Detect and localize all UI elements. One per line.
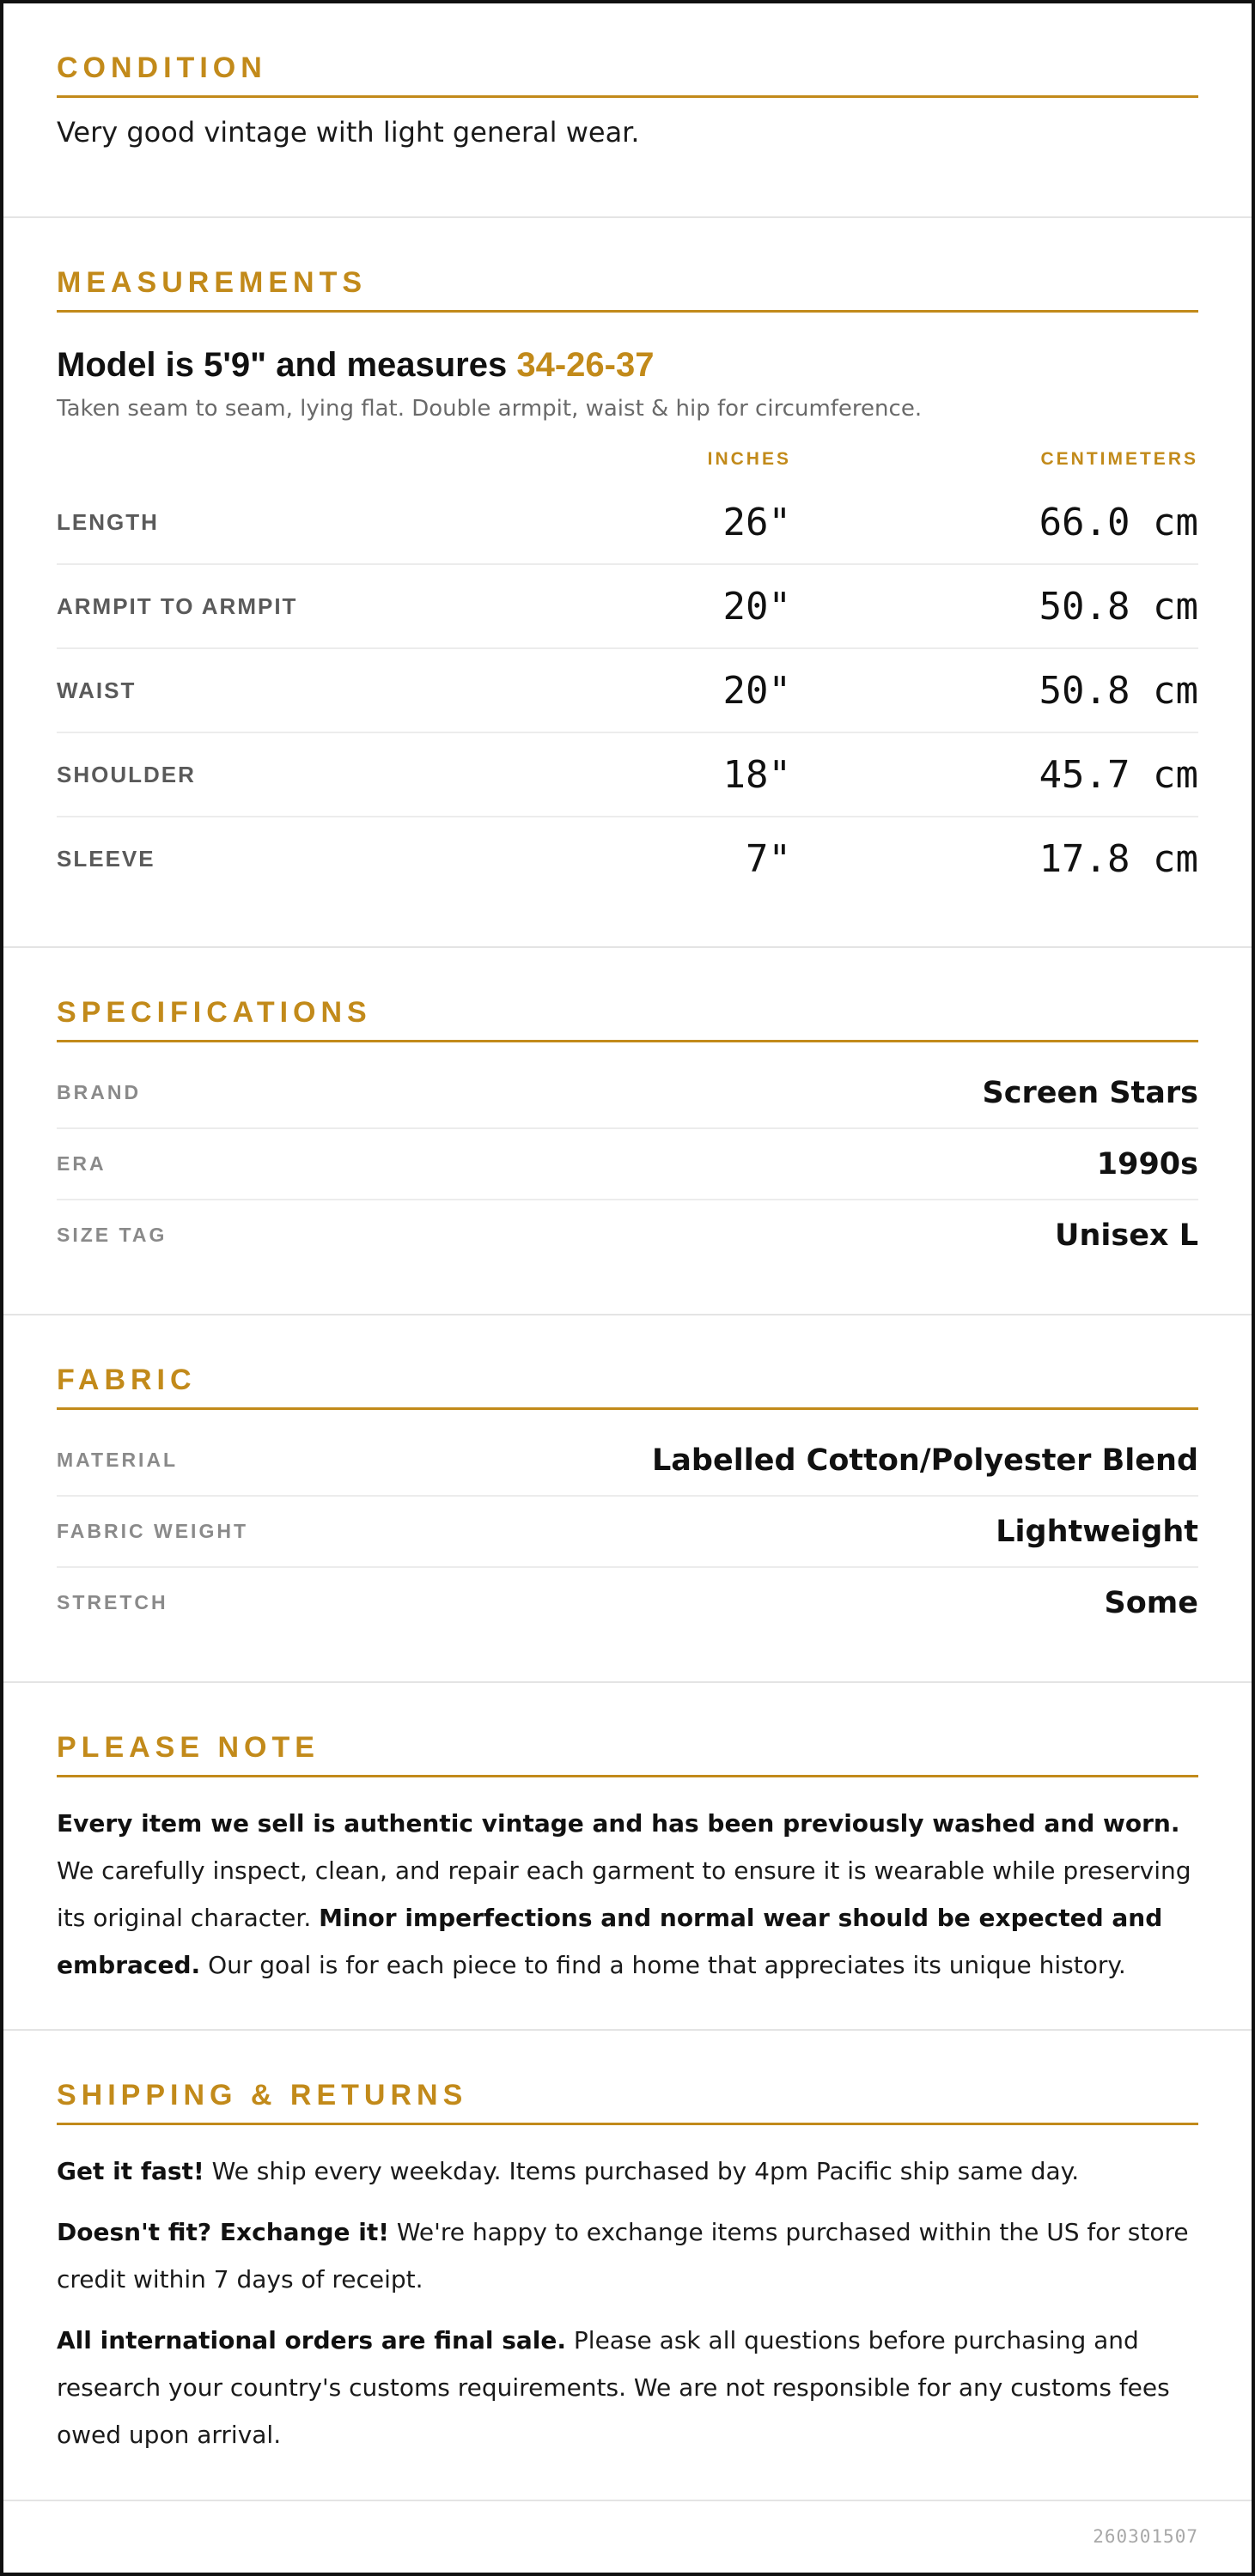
measurements-section <box>3 218 1252 948</box>
note-text-2: Our goal is for each piece to find a home that appreciates its unique history. <box>200 1951 1126 1979</box>
product-code: 260301507 <box>1093 2526 1198 2547</box>
spec-label: BRAND <box>57 1081 142 1103</box>
fabric-value: Lightweight <box>996 1514 1198 1549</box>
shipping-paragraph-3 <box>57 2303 1198 2458</box>
fabric-value: Labelled Cotton/Polyester Blend <box>652 1443 1198 1478</box>
list-item <box>57 1425 1198 1497</box>
note-text-1: We carefully inspect, clean, and repair each garment to ensure it is wearable while preserving its original character. <box>57 1856 1191 1932</box>
fabric-title: FABRIC <box>57 1315 1198 1410</box>
condition-section <box>3 3 1252 218</box>
measurement-cm: 17.8 cm <box>1039 836 1198 881</box>
spec-value: 1990s <box>1096 1146 1198 1182</box>
measurement-cm: 50.8 cm <box>1039 584 1198 629</box>
measurement-inches: 20" <box>722 668 791 713</box>
shipping-text-2: We're happy to exchange items purchased within the US for store credit within 7 days of receipt. <box>57 2218 1189 2293</box>
table-row <box>57 817 1198 900</box>
fabric-label: MATERIAL <box>57 1449 179 1471</box>
measurements-table <box>57 481 1198 900</box>
shipping-title: SHIPPING & RETURNS <box>57 2031 1198 2125</box>
please-note-section <box>3 1683 1252 2031</box>
list-item <box>57 1129 1198 1200</box>
measurement-inches: 26" <box>722 500 791 544</box>
shipping-text-1: We ship every weekday. Items purchased by 4pm Pacific ship same day. <box>204 2157 1080 2185</box>
shipping-bold-1: Get it fast! <box>57 2157 204 2185</box>
please-note-text <box>57 1777 1198 1989</box>
model-prefix: Model is 5'9" and measures <box>57 346 517 384</box>
please-note-title: PLEASE NOTE <box>57 1683 1198 1777</box>
centimeters-column-header: CENTIMETERS <box>1040 449 1198 469</box>
measurement-label: LENGTH <box>57 508 159 535</box>
list-item <box>57 1058 1198 1129</box>
measurement-inches: 20" <box>722 584 791 629</box>
measurement-label: SLEEVE <box>57 845 155 872</box>
measurement-cm: 45.7 cm <box>1039 752 1198 797</box>
note-bold-2: Minor imperfections and normal wear should be expected and embraced. <box>57 1904 1163 1979</box>
list-item <box>57 1568 1198 1637</box>
table-row <box>57 649 1198 733</box>
measurement-inches: 7" <box>746 836 791 881</box>
shipping-bold-3: All international orders are final sale. <box>57 2326 567 2354</box>
shipping-section <box>3 2031 1252 2501</box>
shipping-paragraph-1 <box>57 2125 1198 2195</box>
shipping-bold-2: Doesn't fit? Exchange it! <box>57 2218 389 2246</box>
condition-title: CONDITION <box>57 3 1198 98</box>
model-measures-value: 34-26-37 <box>516 346 655 384</box>
fabric-section <box>3 1315 1252 1683</box>
fabric-label: FABRIC WEIGHT <box>57 1520 248 1542</box>
specifications-title: SPECIFICATIONS <box>57 948 1198 1042</box>
measurements-subtitle: Taken seam to seam, lying flat. Double armpit, waist & hip for circumference. <box>57 396 923 422</box>
note-bold-1: Every item we sell is authentic vintage and has been previously washed and worn. <box>57 1809 1180 1838</box>
measurement-cm: 66.0 cm <box>1039 500 1198 544</box>
inches-column-header: INCHES <box>707 449 791 469</box>
spec-value: Screen Stars <box>982 1075 1198 1110</box>
spec-label: SIZE TAG <box>57 1224 168 1246</box>
model-measurements-line <box>57 343 1198 386</box>
shipping-text-3: Please ask all questions before purchasing and research your country's customs requirements. We are not responsible for any customs fees owed upon arrival. <box>57 2326 1170 2449</box>
spec-value: Unisex L <box>1055 1218 1198 1253</box>
measurement-label: ARMPIT TO ARMPIT <box>57 592 298 619</box>
fabric-value: Some <box>1104 1585 1198 1620</box>
spec-label: ERA <box>57 1152 107 1175</box>
specifications-list <box>57 1058 1198 1285</box>
specifications-section <box>3 948 1252 1315</box>
measurement-cm: 50.8 cm <box>1039 668 1198 713</box>
measurements-title: MEASUREMENTS <box>57 218 1198 313</box>
measurement-label: SHOULDER <box>57 761 196 787</box>
table-row <box>57 733 1198 817</box>
shipping-paragraph-2 <box>57 2195 1198 2303</box>
table-row <box>57 565 1198 649</box>
fabric-label: STRETCH <box>57 1591 168 1613</box>
list-item <box>57 1497 1198 1568</box>
measurement-label: WAIST <box>57 677 137 703</box>
measurements-table-header <box>57 438 1198 481</box>
fabric-list <box>57 1425 1198 1653</box>
table-row <box>57 481 1198 565</box>
list-item <box>57 1200 1198 1270</box>
measurement-inches: 18" <box>722 752 791 797</box>
condition-text: Very good vintage with light general wear. <box>57 116 640 149</box>
